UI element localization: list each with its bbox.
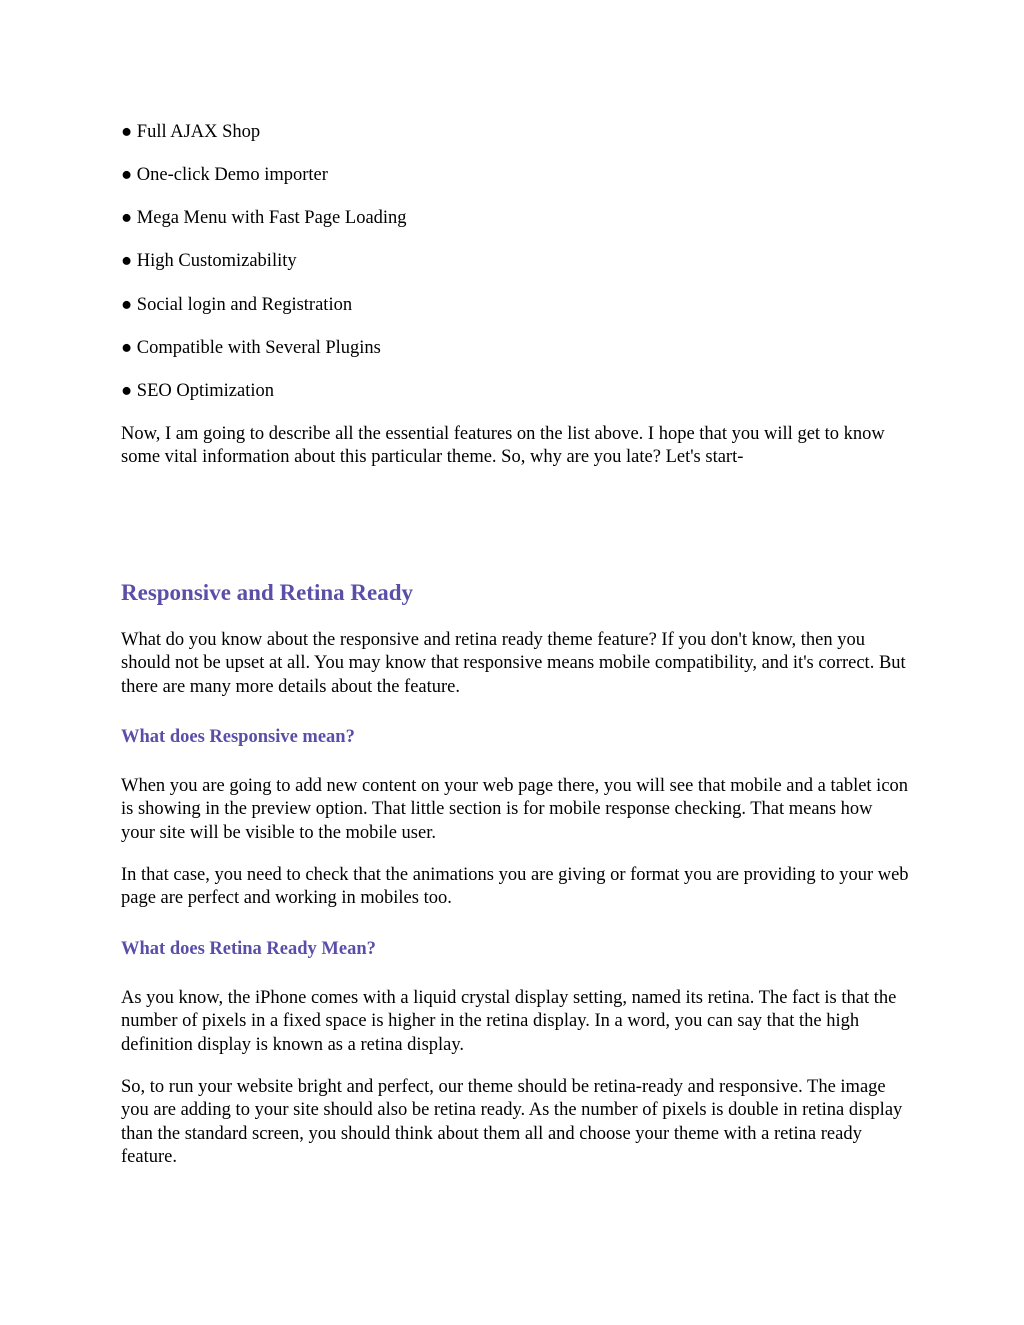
section-heading: Responsive and Retina Ready — [121, 580, 414, 605]
feature-item-plugins: ● Compatible with Several Plugins — [121, 338, 381, 358]
responsive-paragraph-1: When you are going to add new content on your web page there, you will see that mobile and a tablet icon is showing in the preview option. That little section is for mobile response checking. That means how your site will be visible to the mobile user. — [121, 776, 909, 843]
feature-item-mega-menu: ● Mega Menu with Fast Page Loading — [121, 208, 407, 228]
feature-item-seo: ● SEO Optimization — [121, 381, 274, 401]
feature-item-demo-importer: ● One-click Demo importer — [121, 165, 328, 185]
retina-paragraph-2: So, to run your website bright and perfect, our theme should be retina-ready and responsive. The image you are adding to your site should also be retina ready. As the number of pixels is double in retina display than the standard screen, you should think about them all and choose your theme with a retina ready feature. — [121, 1077, 903, 1167]
subsection-heading-retina: What does Retina Ready Mean? — [121, 939, 376, 959]
feature-item-social-login: ● Social login and Registration — [121, 295, 353, 315]
intro-paragraph: Now, I am going to describe all the essential features on the list above. I hope that you will get to know some vital information about this particular theme. So, why are you late? Let's start- — [121, 424, 885, 468]
responsive-paragraph-2: In that case, you need to check that the animations you are giving or format you are providing to your web page are perfect and working in mobiles too. — [121, 865, 909, 909]
section-intro-paragraph: What do you know about the responsive and retina ready theme feature? If you don't know, then you should not be upset at all. You may know that responsive means mobile compatibility, and it's correct. But there are many more details about the feature. — [121, 630, 906, 697]
subsection-heading-responsive: What does Responsive mean? — [121, 727, 355, 747]
retina-paragraph-1: As you know, the iPhone comes with a liquid crystal display setting, named its retina. The fact is that the number of pixels in a fixed space is higher in the retina display. In a word, you can say that the high definition display is known as a retina display. — [121, 988, 897, 1055]
feature-item-ajax-shop: ● Full AJAX Shop — [121, 122, 261, 142]
feature-item-customizability: ● High Customizability — [121, 251, 297, 271]
